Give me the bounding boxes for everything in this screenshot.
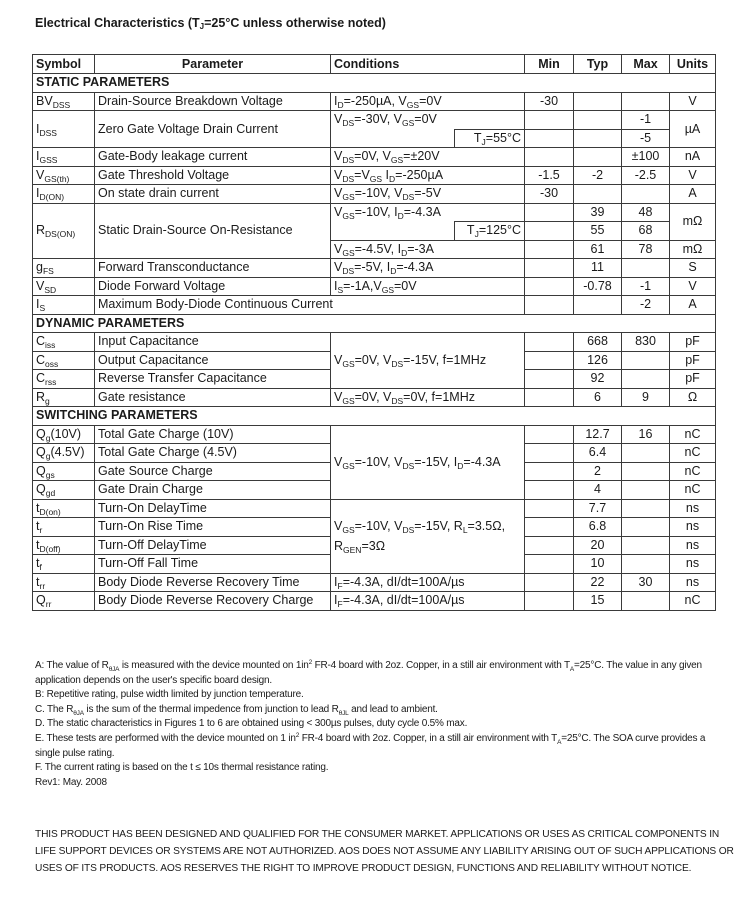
parameter-cell: Drain-Source Breakdown Voltage [95, 92, 331, 111]
parameter-cell: Body Diode Reverse Recovery Charge [95, 592, 331, 611]
units-cell: V [670, 277, 716, 296]
typ-cell [574, 129, 622, 148]
min-cell [525, 592, 574, 611]
header-min: Min [525, 55, 574, 74]
table-row [33, 111, 716, 130]
table-row [33, 92, 716, 111]
parameter-cell: Reverse Transfer Capacitance [95, 370, 331, 389]
parameter-cell: Turn-On Rise Time [95, 518, 331, 537]
symbol-cell: $I_{D(ON)}$ [33, 185, 95, 204]
min-cell [525, 499, 574, 518]
header-units: Units [670, 55, 716, 74]
min-cell [525, 222, 574, 241]
tj-condition: $T_J=125^\circ C$ [455, 222, 525, 241]
table-row [33, 573, 716, 592]
symbol-cell: $t_r$ [33, 518, 95, 537]
typ-cell: 22 [574, 573, 622, 592]
typ-cell: 55 [574, 222, 622, 241]
units-cell: pF [670, 333, 716, 352]
max-cell [622, 555, 670, 574]
symbol-cell: $Q_g(10V)$ [33, 425, 95, 444]
table-row [33, 148, 716, 167]
table-row [33, 296, 716, 315]
conditions-cell: $I_D=-250\mu A$, $V_{GS}=0V$ [331, 92, 525, 111]
max-cell [622, 536, 670, 555]
header-typ: Typ [574, 55, 622, 74]
units-cell: V [670, 92, 716, 111]
min-cell [525, 129, 574, 148]
symbol-cell: $Q_{rr}$ [33, 592, 95, 611]
typ-cell: 61 [574, 240, 622, 259]
max-cell [622, 518, 670, 537]
symbol-cell: $C_{rss}$ [33, 370, 95, 389]
note-d: D. The static characteristics in Figures 1 to 6 are obtained using < 300µs pulses, duty cycle 0.5% max. [35, 718, 468, 730]
typ-cell: 10 [574, 555, 622, 574]
units-cell: nC [670, 462, 716, 481]
min-cell: -30 [525, 92, 574, 111]
max-cell: 30 [622, 573, 670, 592]
typ-cell: 12.7 [574, 425, 622, 444]
parameter-cell: Gate-Body leakage current [95, 148, 331, 167]
parameter-cell: Gate Source Charge [95, 462, 331, 481]
parameter-cell: Turn-Off DelayTime [95, 536, 331, 555]
typ-cell: 92 [574, 370, 622, 389]
electrical-characteristics-table [32, 54, 716, 611]
units-cell: V [670, 166, 716, 185]
max-cell [622, 351, 670, 370]
typ-cell: 11 [574, 259, 622, 278]
min-cell [525, 518, 574, 537]
parameter-cell: Total Gate Charge (10V) [95, 425, 331, 444]
min-cell: -30 [525, 185, 574, 204]
conditions-spacer [331, 129, 455, 148]
max-cell: -1 [622, 111, 670, 130]
symbol-cell: $Q_g(4.5V)$ [33, 444, 95, 463]
parameter-cell: Gate Threshold Voltage [95, 166, 331, 185]
max-cell: -2 [622, 296, 670, 315]
typ-cell: 6.8 [574, 518, 622, 537]
table-row [33, 203, 716, 222]
parameter-cell: Output Capacitance [95, 351, 331, 370]
max-cell [622, 444, 670, 463]
symbol-cell: $C_{oss}$ [33, 351, 95, 370]
symbol-cell: $C_{iss}$ [33, 333, 95, 352]
tj-condition: $T_J=55^\circ C$ [455, 129, 525, 148]
min-cell [525, 462, 574, 481]
conditions-cell: $V_{DS}=-5V$, $I_D=-4.3A$ [331, 259, 525, 278]
units-cell: pF [670, 351, 716, 370]
typ-cell: 126 [574, 351, 622, 370]
conditions-cell: $V_{GS}=-10V$, $V_{DS}=-5V$ [331, 185, 525, 204]
units-cell: pF [670, 370, 716, 389]
table-row [33, 277, 716, 296]
section-static: STATIC PARAMETERS [33, 74, 716, 93]
parameter-cell: Turn-On DelayTime [95, 499, 331, 518]
units-cell: mΩ [670, 203, 716, 240]
conditions-cell: $I_F=-4.3A$, dI/dt=100A/µs [331, 592, 525, 611]
section-switching: SWITCHING PARAMETERS [33, 407, 716, 426]
typ-cell [574, 92, 622, 111]
min-cell [525, 555, 574, 574]
page-title: Electrical Characteristics ($T_J=25^\circ C$ unless otherwise noted) [35, 16, 386, 31]
table-row [33, 499, 716, 518]
symbol-cell: $I_{GSS}$ [33, 148, 95, 167]
table-row [33, 425, 716, 444]
symbol-cell: $V_{GS(th)}$ [33, 166, 95, 185]
max-cell [622, 462, 670, 481]
footnotes [35, 659, 725, 790]
table-row [33, 259, 716, 278]
units-cell: nA [670, 148, 716, 167]
max-cell [622, 499, 670, 518]
symbol-cell: $Q_{gs}$ [33, 462, 95, 481]
parameter-cell: Gate Drain Charge [95, 481, 331, 500]
conditions-cell: $V_{DS}=V_{GS}$ $I_D=-250\mu A$ [331, 166, 525, 185]
section-row [33, 314, 716, 333]
parameter-cell: Turn-Off Fall Time [95, 555, 331, 574]
symbol-cell: $t_{D(off)}$ [33, 536, 95, 555]
units-cell: ns [670, 573, 716, 592]
typ-cell: 2 [574, 462, 622, 481]
max-cell [622, 481, 670, 500]
max-cell [622, 92, 670, 111]
table-row [33, 388, 716, 407]
conditions-cell: $V_{DS}=0V$, $V_{GS}=\pm 20V$ [331, 148, 525, 167]
section-row [33, 407, 716, 426]
conditions-cell: $V_{GS}=-10V$, $I_D=-4.3A$ [331, 203, 525, 222]
typ-cell [574, 148, 622, 167]
min-cell [525, 148, 574, 167]
symbol-cell: $R_{DS(ON)}$ [33, 203, 95, 259]
max-cell: -2.5 [622, 166, 670, 185]
units-cell: Ω [670, 388, 716, 407]
note-b: B: Repetitive rating, pulse width limited by junction temperature. [35, 689, 304, 701]
units-cell: A [670, 185, 716, 204]
min-cell [525, 573, 574, 592]
units-cell: ns [670, 499, 716, 518]
max-cell [622, 185, 670, 204]
note-e: E. These tests are performed with the device mounted on 1 $in^2$ FR-4 board with 2oz. Copper, in a still air environment with $T_A=25^\circ C$. The SOA curve provides a single pulse rating. [35, 731, 706, 759]
min-cell [525, 370, 574, 389]
conditions-cell: $I_F=-4.3A$, dI/dt=100A/µs [331, 573, 525, 592]
symbol-cell: $t_f$ [33, 555, 95, 574]
min-cell [525, 351, 574, 370]
typ-cell: 6.4 [574, 444, 622, 463]
units-cell: nC [670, 444, 716, 463]
units-cell: nC [670, 592, 716, 611]
conditions-cell: $V_{GS}=0V$, $V_{DS}=-15V$, f=1MHz [331, 333, 525, 389]
conditions-cell: $V_{GS}=-10V$, $V_{DS}=-15V$, $R_L=3.5\Omega$, $R_{GEN}=3\Omega$ [331, 499, 525, 573]
conditions-cell: $I_S=-1A,V_{GS}=0V$ [331, 277, 525, 296]
min-cell [525, 203, 574, 222]
parameter-cell: Total Gate Charge (4.5V) [95, 444, 331, 463]
parameter-cell: Forward Transconductance [95, 259, 331, 278]
typ-cell: 7.7 [574, 499, 622, 518]
min-cell [525, 425, 574, 444]
min-cell [525, 444, 574, 463]
typ-cell: -2 [574, 166, 622, 185]
min-cell [525, 536, 574, 555]
conditions-cell: $V_{GS}=-4.5V$, $I_D=-3A$ [331, 240, 525, 259]
max-cell: -5 [622, 129, 670, 148]
symbol-cell: $R_g$ [33, 388, 95, 407]
typ-cell [574, 111, 622, 130]
table-row [33, 185, 716, 204]
min-cell [525, 240, 574, 259]
parameter-cell: On state drain current [95, 185, 331, 204]
units-cell: ns [670, 536, 716, 555]
typ-cell: -0.78 [574, 277, 622, 296]
typ-cell [574, 185, 622, 204]
min-cell [525, 333, 574, 352]
typ-cell: 668 [574, 333, 622, 352]
min-cell [525, 259, 574, 278]
max-cell: 68 [622, 222, 670, 241]
symbol-cell: $BV_{DSS}$ [33, 92, 95, 111]
symbol-cell: $Q_{gd}$ [33, 481, 95, 500]
max-cell: 9 [622, 388, 670, 407]
max-cell: 48 [622, 203, 670, 222]
min-cell [525, 481, 574, 500]
parameter-cell: Gate resistance [95, 388, 331, 407]
typ-cell: 6 [574, 388, 622, 407]
header-row [33, 55, 716, 74]
min-cell [525, 111, 574, 130]
header-symbol: Symbol [33, 55, 95, 74]
max-cell: 78 [622, 240, 670, 259]
units-cell: S [670, 259, 716, 278]
max-cell [622, 370, 670, 389]
symbol-cell: $V_{SD}$ [33, 277, 95, 296]
note-c: C. The $R_{\theta JA}$ is the sum of the thermal impedence from junction to lead $R_{\theta JL}$ and lead to ambient. [35, 703, 438, 717]
parameter-cell: Body Diode Reverse Recovery Time [95, 573, 331, 592]
section-dynamic: DYNAMIC PARAMETERS [33, 314, 716, 333]
parameter-cell: Input Capacitance [95, 333, 331, 352]
header-max: Max [622, 55, 670, 74]
units-cell: A [670, 296, 716, 315]
max-cell: 830 [622, 333, 670, 352]
note-a: A: The value of $R_{\theta JA}$ is measured with the device mounted on $1in^2$ FR-4 board with 2oz. Copper, in a still air environment with $T_A=25^\circ C$. The value in any given application depends on the user's specific board design. [35, 659, 702, 686]
typ-cell: 4 [574, 481, 622, 500]
min-cell [525, 388, 574, 407]
max-cell: 16 [622, 425, 670, 444]
disclaimer: THIS PRODUCT HAS BEEN DESIGNED AND QUALIFIED FOR THE CONSUMER MARKET. APPLICATIONS OR USES AS CRITICAL COMPONENTS IN LIFE SUPPORT DEVICES OR SYSTEMS ARE NOT AUTHORIZED. AOS DOES NOT ASSUME ANY LIABILITY ARISING OUT OF SUCH APPLICATIONS OR USES OF ITS PRODUCTS. AOS RESERVES THE RIGHT TO IMPROVE PRODUCT DESIGN, FUNCTIONS AND RELIABILITY WITHOUT NOTICE. [35, 829, 734, 874]
symbol-cell: $t_{rr}$ [33, 573, 95, 592]
units-cell: ns [670, 518, 716, 537]
header-parameter: Parameter [95, 55, 331, 74]
typ-cell [574, 296, 622, 315]
min-cell: -1.5 [525, 166, 574, 185]
table-row [33, 592, 716, 611]
max-cell: ±100 [622, 148, 670, 167]
typ-cell: 39 [574, 203, 622, 222]
conditions-spacer [331, 222, 455, 241]
symbol-cell: $I_S$ [33, 296, 95, 315]
typ-cell: 15 [574, 592, 622, 611]
units-cell: mΩ [670, 240, 716, 259]
conditions-cell: $V_{GS}=-10V$, $V_{DS}=-15V$, $I_D=-4.3A$ [331, 425, 525, 499]
symbol-cell: $g_{FS}$ [33, 259, 95, 278]
units-cell: µA [670, 111, 716, 148]
parameter-cell: Diode Forward Voltage [95, 277, 331, 296]
conditions-cell: $V_{DS}=-30V$, $V_{GS}=0V$ [331, 111, 525, 130]
table-row [33, 166, 716, 185]
parameter-cell: Zero Gate Voltage Drain Current [95, 111, 331, 148]
symbol-cell: $t_{D(on)}$ [33, 499, 95, 518]
max-cell [622, 259, 670, 278]
max-cell [622, 592, 670, 611]
max-cell: -1 [622, 277, 670, 296]
typ-cell: 20 [574, 536, 622, 555]
header-conditions: Conditions [331, 55, 525, 74]
units-cell: nC [670, 425, 716, 444]
symbol-cell: $I_{DSS}$ [33, 111, 95, 148]
revision: Rev1: May. 2008 [35, 776, 107, 788]
min-cell [525, 277, 574, 296]
parameter-cell: Maximum Body-Diode Continuous Current [95, 296, 525, 315]
table-row [33, 333, 716, 352]
parameter-cell: Static Drain-Source On-Resistance [95, 203, 331, 259]
units-cell: ns [670, 555, 716, 574]
conditions-cell: $V_{GS}=0V$, $V_{DS}=0V$, f=1MHz [331, 388, 525, 407]
min-cell [525, 296, 574, 315]
note-f: F. The current rating is based on the t ≤ 10s thermal resistance rating. [35, 762, 329, 774]
units-cell: nC [670, 481, 716, 500]
section-row [33, 74, 716, 93]
